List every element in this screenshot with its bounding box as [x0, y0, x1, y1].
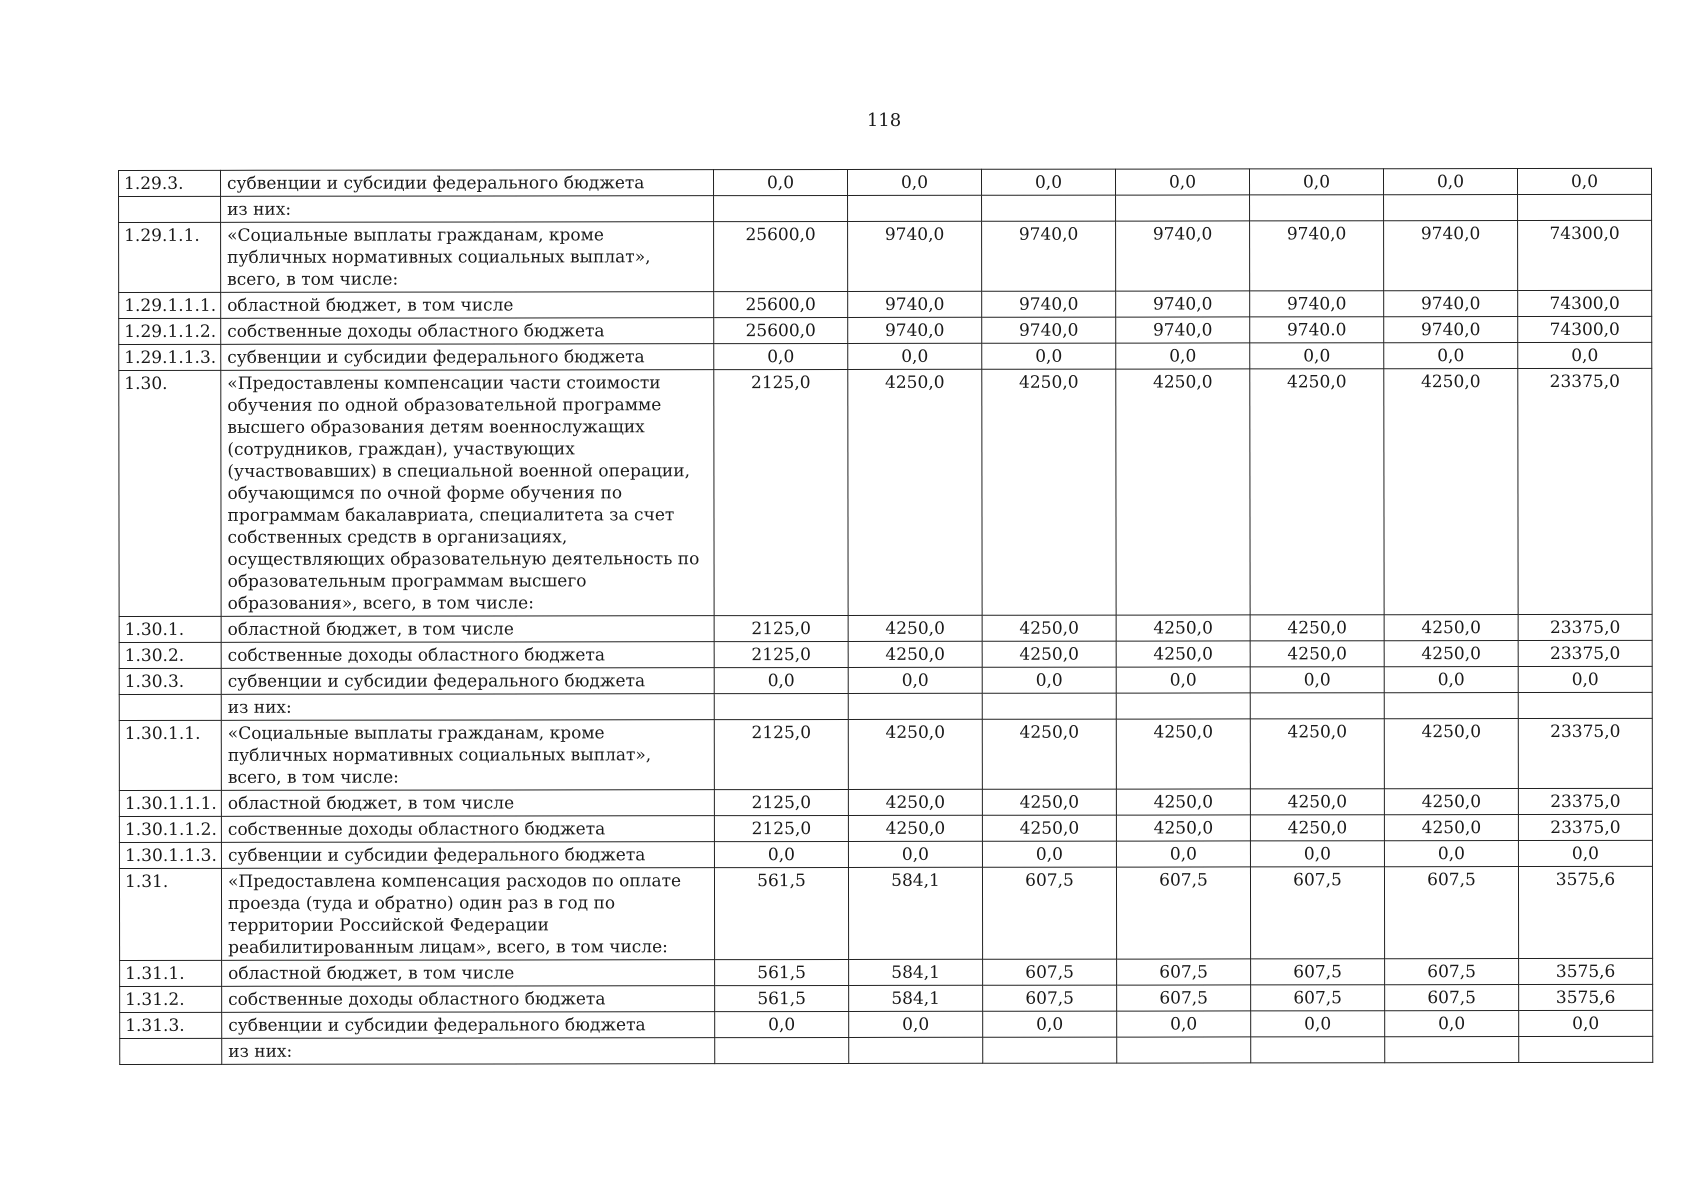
row-code-cell: 1.29.1.1.1.: [119, 292, 221, 318]
row-code-cell: 1.30.: [119, 370, 221, 616]
row-name-cell: субвенции и субсидии федерального бюджета: [222, 1012, 715, 1039]
row-name-cell: из них:: [222, 1038, 715, 1065]
table-row: [119, 866, 1652, 960]
value-cell-col-1: 25600,0: [714, 291, 848, 317]
row-code-cell: 1.31.1.: [120, 960, 222, 986]
value-cell-col-2: [848, 195, 982, 221]
value-cell-col-3: 4250,0: [982, 815, 1116, 841]
value-cell-col-6: 607,5: [1384, 867, 1518, 959]
row-code-cell: 1.29.1.1.3.: [119, 344, 221, 370]
value-cell-col-5: [1250, 195, 1384, 221]
value-cell-col-6: 0,0: [1384, 343, 1518, 369]
value-cell-col-3: 0,0: [981, 169, 1115, 195]
value-cell-col-1: 0,0: [714, 841, 848, 867]
value-cell-col-6: 0,0: [1384, 841, 1518, 867]
value-cell-col-5: [1251, 1037, 1385, 1063]
value-cell-col-7: [1518, 692, 1652, 718]
value-cell-col-6: [1384, 195, 1518, 221]
value-cell-col-3: 4250,0: [982, 789, 1116, 815]
value-cell-col-2: 584,1: [848, 867, 982, 959]
value-cell-col-4: 4250,0: [1116, 789, 1250, 815]
row-name-cell: областной бюджет, в том числе: [222, 960, 715, 987]
value-cell-col-6: 4250,0: [1384, 641, 1518, 667]
row-code-cell: 1.30.1.1.2.: [119, 816, 221, 842]
value-cell-col-6: 0,0: [1385, 1011, 1519, 1037]
value-cell-col-3: 0,0: [982, 841, 1116, 867]
value-cell-col-3: [982, 195, 1116, 221]
value-cell-col-6: 9740,0: [1384, 317, 1518, 343]
table-row: [119, 342, 1652, 370]
row-name-cell: субвенции и субсидии федерального бюджета: [221, 344, 714, 371]
value-cell-col-7: 23375,0: [1518, 614, 1652, 640]
table-row: [119, 666, 1652, 694]
value-cell-col-2: 9740,0: [848, 221, 982, 291]
value-cell-col-5: 607,5: [1251, 985, 1385, 1011]
value-cell-col-1: 2125,0: [714, 815, 848, 841]
value-cell-col-3: 607,5: [983, 985, 1117, 1011]
row-name-cell: «Социальные выплаты гражданам, кроме публичных нормативных социальных выплат», всего, в том числе:: [221, 222, 714, 293]
value-cell-col-7: [1518, 194, 1652, 220]
row-code-cell: 1.31.2.: [120, 986, 222, 1012]
value-cell-col-7: 23375,0: [1518, 788, 1652, 814]
value-cell-col-7: 74300,0: [1518, 290, 1652, 316]
value-cell-col-1: [714, 693, 848, 719]
value-cell-col-1: 0,0: [715, 1011, 849, 1037]
value-cell-col-5: 0,0: [1249, 169, 1383, 195]
value-cell-col-4: [1116, 195, 1250, 221]
value-cell-col-4: 4250,0: [1116, 815, 1250, 841]
value-cell-col-2: 9740,0: [848, 291, 982, 317]
value-cell-col-2: 4250,0: [848, 615, 982, 641]
value-cell-col-5: 4250,0: [1250, 615, 1384, 641]
table-row: [119, 316, 1652, 344]
value-cell-col-2: 9740,0: [848, 317, 982, 343]
value-cell-col-2: 4250,0: [848, 789, 982, 815]
table-row: [120, 984, 1653, 1012]
value-cell-col-4: 607,5: [1117, 985, 1251, 1011]
value-cell-col-6: 4250,0: [1384, 369, 1518, 615]
value-cell-col-7: 23375,0: [1518, 718, 1652, 788]
value-cell-col-4: 0,0: [1116, 343, 1250, 369]
row-name-cell: субвенции и субсидии федерального бюджета: [221, 842, 714, 869]
row-name-cell: «Предоставлена компенсация расходов по оплате проезда (туда и обратно) один раз в год по территории Российской Федерации реабилитированным лицам», всего, в том числе:: [221, 868, 714, 961]
value-cell-col-5: 9740,0: [1250, 291, 1384, 317]
value-cell-col-2: 0,0: [848, 667, 982, 693]
row-name-cell: областной бюджет, в том числе: [221, 616, 714, 643]
row-name-cell: областной бюджет, в том числе: [221, 292, 714, 319]
value-cell-col-1: 2125,0: [714, 641, 848, 667]
value-cell-col-6: [1384, 693, 1518, 719]
row-name-cell: собственные доходы областного бюджета: [221, 642, 714, 669]
value-cell-col-4: 0,0: [1115, 169, 1249, 195]
value-cell-col-1: 25600,0: [714, 221, 848, 291]
value-cell-col-4: 607,5: [1116, 867, 1250, 959]
row-code-cell: 1.30.1.1.1.: [119, 790, 221, 816]
value-cell-col-1: [714, 195, 848, 221]
value-cell-col-7: 74300,0: [1518, 316, 1652, 342]
table-row: [119, 368, 1652, 616]
page-number: 118: [866, 110, 902, 131]
value-cell-col-6: 4250,0: [1384, 815, 1518, 841]
value-cell-col-4: [1117, 1037, 1251, 1063]
row-name-cell: «Предоставлены компенсации части стоимости обучения по одной образовательной программе высшего образования детям военнослужащих (сотрудников, граждан), участвующих (участвовавших) в специальной военной операции, обучающимся по очной форме обучения по программам бакалавриата, специалитета за счет собственных средств в организациях, осуществляющих образовательную деятельность по образовательным программам высшего образования», всего, в том числе:: [221, 370, 714, 617]
row-code-cell: 1.31.: [119, 868, 221, 960]
value-cell-col-6: 9740,0: [1384, 221, 1518, 291]
row-code-cell: 1.30.2.: [119, 642, 221, 668]
value-cell-col-2: 4250,0: [848, 719, 982, 789]
value-cell-col-3: 607,5: [982, 867, 1116, 959]
row-name-cell: из них:: [221, 694, 714, 721]
value-cell-col-3: 9740,0: [982, 291, 1116, 317]
value-cell-col-6: 4250,0: [1384, 789, 1518, 815]
value-cell-col-3: 4250,0: [982, 369, 1116, 615]
table-body: [119, 168, 1653, 1064]
row-code-cell: 1.30.1.: [119, 616, 221, 642]
value-cell-col-7: 3575,6: [1519, 958, 1653, 984]
value-cell-col-7: [1519, 1036, 1653, 1062]
value-cell-col-3: 9740,0: [982, 317, 1116, 343]
value-cell-col-3: 0,0: [982, 343, 1116, 369]
value-cell-col-4: 0,0: [1116, 841, 1250, 867]
value-cell-col-5: 4250,0: [1250, 641, 1384, 667]
table-row: [120, 958, 1653, 986]
value-cell-col-5: 607,5: [1250, 867, 1384, 959]
table-row: [119, 194, 1652, 222]
value-cell-col-1: 0,0: [714, 667, 848, 693]
value-cell-col-6: 4250,0: [1384, 719, 1518, 789]
value-cell-col-7: 0,0: [1518, 840, 1652, 866]
table-row: [119, 788, 1652, 816]
value-cell-col-6: 607,5: [1385, 959, 1519, 985]
row-code-cell: 1.30.3.: [119, 668, 221, 694]
value-cell-col-7: 0,0: [1519, 1010, 1653, 1036]
value-cell-col-6: 0,0: [1384, 667, 1518, 693]
value-cell-col-5: 4250,0: [1250, 719, 1384, 789]
value-cell-col-4: 4250,0: [1116, 369, 1250, 615]
table-row: [119, 168, 1652, 196]
table-row: [119, 692, 1652, 720]
value-cell-col-4: 9740,0: [1116, 317, 1250, 343]
table-row: [119, 220, 1652, 292]
value-cell-col-4: 4250,0: [1116, 641, 1250, 667]
value-cell-col-2: 4250,0: [848, 369, 982, 615]
value-cell-col-1: 561,5: [715, 985, 849, 1011]
value-cell-col-1: 2125,0: [714, 369, 848, 615]
value-cell-col-4: 9740,0: [1116, 291, 1250, 317]
value-cell-col-5: 0,0: [1250, 667, 1384, 693]
budget-table: [118, 168, 1653, 1065]
value-cell-col-4: 4250,0: [1116, 615, 1250, 641]
value-cell-col-7: 23375,0: [1518, 368, 1652, 614]
table-row: [119, 640, 1652, 668]
value-cell-col-5: 0,0: [1250, 343, 1384, 369]
value-cell-col-7: 0,0: [1518, 342, 1652, 368]
table-row: [119, 718, 1652, 790]
table-row: [120, 1010, 1653, 1038]
value-cell-col-7: 23375,0: [1518, 814, 1652, 840]
row-code-cell: 1.29.1.1.2.: [119, 318, 221, 344]
budget-table-wrapper: [118, 168, 1629, 1065]
value-cell-col-7: 0,0: [1517, 168, 1651, 194]
value-cell-col-4: [1116, 693, 1250, 719]
value-cell-col-3: 0,0: [983, 1011, 1117, 1037]
value-cell-col-3: 4250,0: [982, 641, 1116, 667]
row-code-cell: [119, 196, 221, 222]
value-cell-col-3: 4250,0: [982, 615, 1116, 641]
value-cell-col-6: 4250,0: [1384, 615, 1518, 641]
value-cell-col-1: [715, 1037, 849, 1063]
value-cell-col-5: 4250,0: [1250, 369, 1384, 615]
table-row: [120, 1036, 1653, 1064]
value-cell-col-3: 607,5: [983, 959, 1117, 985]
value-cell-col-4: 607,5: [1117, 959, 1251, 985]
table-row: [119, 840, 1652, 868]
value-cell-col-1: 2125,0: [714, 789, 848, 815]
value-cell-col-5: 0,0: [1251, 1011, 1385, 1037]
table-row: [119, 614, 1652, 642]
row-code-cell: [119, 694, 221, 720]
value-cell-col-5: 607,5: [1251, 959, 1385, 985]
value-cell-col-6: [1385, 1037, 1519, 1063]
value-cell-col-7: 23375,0: [1518, 640, 1652, 666]
value-cell-col-7: 3575,6: [1518, 866, 1652, 958]
row-name-cell: собственные доходы областного бюджета: [221, 816, 714, 843]
table-row: [119, 290, 1652, 318]
value-cell-col-2: 0,0: [849, 1011, 983, 1037]
value-cell-col-2: 0,0: [848, 343, 982, 369]
row-name-cell: областной бюджет, в том числе: [221, 790, 714, 817]
value-cell-col-4: 0,0: [1116, 667, 1250, 693]
value-cell-col-2: 0,0: [848, 841, 982, 867]
value-cell-col-2: 4250,0: [848, 815, 982, 841]
value-cell-col-4: 0,0: [1117, 1011, 1251, 1037]
value-cell-col-1: 2125,0: [714, 719, 848, 789]
row-name-cell: «Социальные выплаты гражданам, кроме публичных нормативных социальных выплат», всего, в том числе:: [221, 720, 714, 791]
value-cell-col-7: 0,0: [1518, 666, 1652, 692]
value-cell-col-5: 9740,0: [1250, 221, 1384, 291]
value-cell-col-6: 607,5: [1385, 985, 1519, 1011]
value-cell-col-3: 9740,0: [982, 221, 1116, 291]
value-cell-col-1: 0,0: [714, 343, 848, 369]
value-cell-col-2: 0,0: [848, 169, 982, 195]
table-row: [119, 814, 1652, 842]
value-cell-col-1: 561,5: [714, 867, 848, 959]
value-cell-col-2: [849, 1037, 983, 1063]
value-cell-col-3: 4250,0: [982, 719, 1116, 789]
value-cell-col-2: 4250,0: [848, 641, 982, 667]
value-cell-col-3: [983, 1037, 1117, 1063]
row-code-cell: 1.29.1.1.: [119, 222, 221, 292]
row-code-cell: 1.30.1.1.3.: [119, 842, 221, 868]
value-cell-col-3: 0,0: [982, 667, 1116, 693]
row-code-cell: [120, 1038, 222, 1064]
value-cell-col-5: 4250,0: [1250, 815, 1384, 841]
row-name-cell: собственные доходы областного бюджета: [221, 318, 714, 345]
value-cell-col-5: 9740.0: [1250, 317, 1384, 343]
value-cell-col-4: 4250,0: [1116, 719, 1250, 789]
row-name-cell: субвенции и субсидии федерального бюджета: [221, 170, 714, 197]
value-cell-col-2: 584,1: [849, 959, 983, 985]
value-cell-col-1: 561,5: [715, 959, 849, 985]
row-code-cell: 1.29.3.: [119, 170, 221, 196]
row-name-cell: из них:: [221, 196, 714, 223]
value-cell-col-5: [1250, 693, 1384, 719]
value-cell-col-5: 4250,0: [1250, 789, 1384, 815]
value-cell-col-1: 2125,0: [714, 615, 848, 641]
value-cell-col-6: 9740,0: [1384, 291, 1518, 317]
row-code-cell: 1.31.3.: [120, 1012, 222, 1038]
value-cell-col-1: 25600,0: [714, 317, 848, 343]
row-code-cell: 1.30.1.1.: [119, 720, 221, 790]
row-name-cell: субвенции и субсидии федерального бюджета: [221, 668, 714, 695]
value-cell-col-7: 74300,0: [1518, 220, 1652, 290]
value-cell-col-7: 3575,6: [1519, 984, 1653, 1010]
value-cell-col-2: [848, 693, 982, 719]
value-cell-col-6: 0,0: [1383, 169, 1517, 195]
value-cell-col-1: 0,0: [714, 169, 848, 195]
value-cell-col-3: [982, 693, 1116, 719]
value-cell-col-5: 0,0: [1250, 841, 1384, 867]
value-cell-col-2: 584,1: [849, 985, 983, 1011]
row-name-cell: собственные доходы областного бюджета: [222, 986, 715, 1013]
value-cell-col-4: 9740,0: [1116, 221, 1250, 291]
